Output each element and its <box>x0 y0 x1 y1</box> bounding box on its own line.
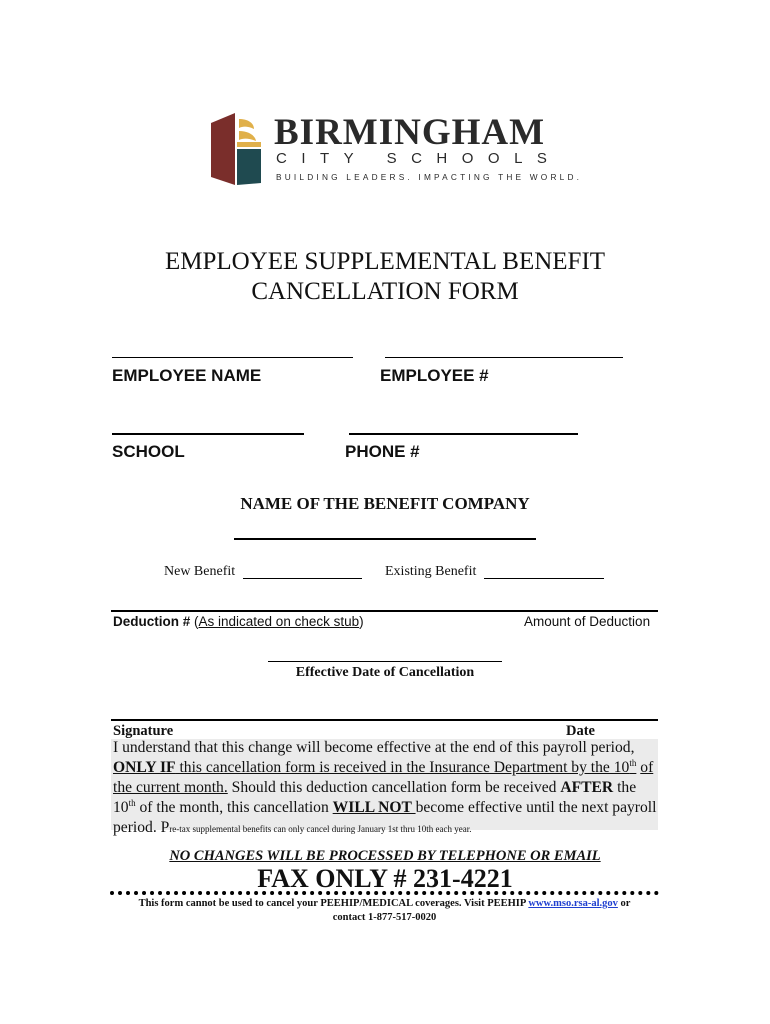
form-title-line1: EMPLOYEE SUPPLEMENTAL BENEFIT <box>164 248 606 275</box>
benefit-company-label: NAME OF THE BENEFIT COMPANY <box>240 494 530 513</box>
deduction-label: Deduction # <box>113 614 191 629</box>
phone-field[interactable] <box>349 433 578 435</box>
signature-label: Signature <box>113 723 174 739</box>
new-benefit-field[interactable] <box>243 578 362 579</box>
effective-date-field[interactable] <box>268 661 502 662</box>
peehip-link[interactable]: www.mso.rsa-al.gov <box>528 898 618 909</box>
logo-tagline: BUILDING LEADERS. IMPACTING THE WORLD. <box>276 172 583 182</box>
existing-benefit-field[interactable] <box>484 578 604 579</box>
dotted-divider <box>110 891 659 895</box>
employee-name-field[interactable] <box>112 357 353 358</box>
effective-date-label: Effective Date of Cancellation <box>295 665 475 680</box>
logo-subtitle: CITY SCHOOLS <box>276 150 562 167</box>
amount-of-deduction-label: Amount of Deduction <box>524 614 651 629</box>
signature-field[interactable] <box>111 719 658 721</box>
footer-contact: contact 1-877-517-0020 <box>332 912 437 923</box>
logo-title: BIRMINGHAM <box>274 112 546 153</box>
deduction-field[interactable] <box>111 610 658 612</box>
deduction-label-group: Deduction # (As indicated on check stub) <box>113 614 364 629</box>
new-benefit-label: New Benefit <box>164 564 236 579</box>
deduction-note: As indicated on check stub <box>198 614 360 629</box>
school-label: SCHOOL <box>112 442 185 461</box>
employee-number-label: EMPLOYEE # <box>380 366 489 385</box>
footer-note: This form cannot be used to cancel your PEEHIP/MEDICAL coverages. Visit PEEHIP www.mso.rsa-al.gov or <box>138 898 631 909</box>
birmingham-schools-logo-icon <box>208 111 264 185</box>
employee-name-label: EMPLOYEE NAME <box>112 366 262 385</box>
form-title-line2: CANCELLATION FORM <box>251 278 519 305</box>
existing-benefit-label: Existing Benefit <box>385 564 477 579</box>
date-label: Date <box>566 723 595 739</box>
fax-number: FAX ONLY # 231-4221 <box>257 864 513 893</box>
employee-number-field[interactable] <box>385 357 623 358</box>
no-changes-notice: NO CHANGES WILL BE PROCESSED BY TELEPHONE OR EMAIL <box>169 848 601 864</box>
school-field[interactable] <box>112 433 304 435</box>
benefit-company-field[interactable] <box>234 538 536 540</box>
notice-text: I understand that this change will become effective at the end of this payroll period, ONLY IF this cancellation form is received in the Insurance Department by the 10th of the current month. Should this deduction cancellation form be received AFTER the 10th of the month, this cancellation WILL NOT become effective until the next payroll period. Pre-tax supplemental benefits can only cancel during January 1st thru 10th each year. <box>113 739 657 836</box>
phone-label: PHONE # <box>345 442 420 461</box>
